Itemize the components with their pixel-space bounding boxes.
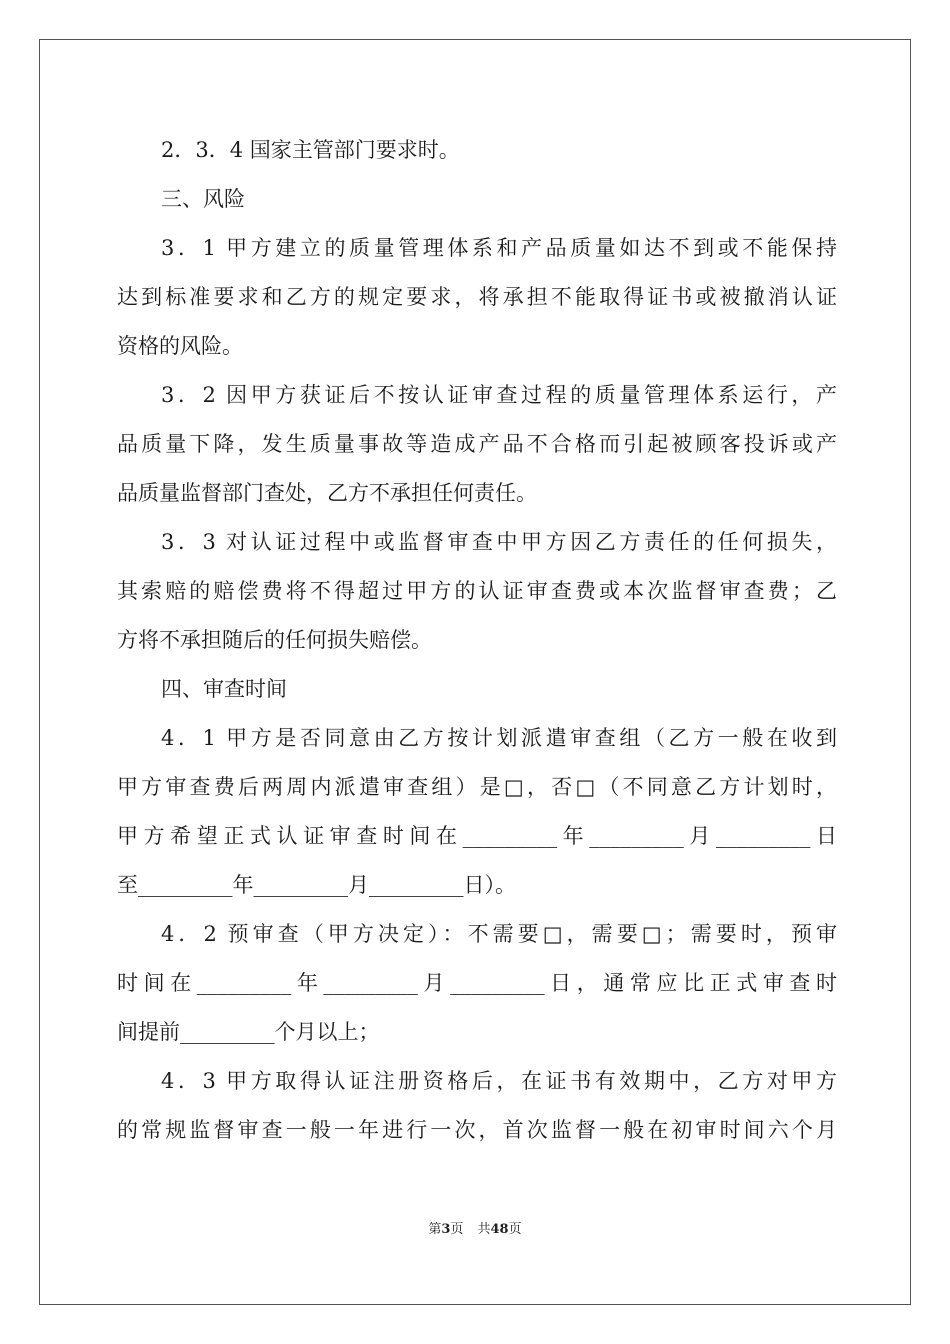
- text-line: 资格的风险。: [117, 334, 243, 358]
- text-line: 品质量下降，发生质量事故等造成产品不合格而引起被顾客投诉或产: [117, 432, 837, 456]
- text-line: 至_________年_________月_________日）。: [117, 873, 516, 897]
- text-line: 3．1 甲方建立的质量管理体系和产品质量如达不到或不能保持: [161, 236, 837, 260]
- footer-total-number: 48: [490, 1222, 509, 1237]
- text-line: 达到标准要求和乙方的规定要求，将承担不能取得证书或被撤消认证: [117, 285, 837, 309]
- document-body: [117, 126, 837, 1155]
- page-footer: [0, 1218, 950, 1237]
- text-line: 甲方希望正式认证审查时间在_________年_________月_________日: [117, 824, 837, 848]
- text-line: 2．3．4 国家主管部门要求时。: [161, 138, 460, 162]
- footer-page-prefix: 第: [428, 1222, 442, 1237]
- text-line: 4．2 预审查（甲方决定）：不需要□，需要□；需要时，预审: [161, 922, 837, 946]
- text-line: 品质量监督部门查处，乙方不承担任何责任。: [117, 481, 537, 505]
- text-line: 3．2 因甲方获证后不按认证审查过程的质量管理体系运行，产: [161, 383, 837, 407]
- footer-page-suffix: 页: [450, 1222, 464, 1237]
- text-line: 三、风险: [161, 187, 245, 211]
- text-line: 四、审查时间: [161, 677, 287, 701]
- text-line: 4．3 甲方取得认证注册资格后，在证书有效期中，乙方对甲方: [161, 1069, 837, 1093]
- text-line: 方将不承担随后的任何损失赔偿。: [117, 628, 432, 652]
- footer-page-number: 3: [441, 1222, 451, 1237]
- footer-total-prefix: 共: [477, 1222, 491, 1237]
- text-line: 3．3 对认证过程中或监督审查中甲方因乙方责任的任何损失，: [161, 530, 837, 554]
- text-line: 4．1 甲方是否同意由乙方按计划派遣审查组（乙方一般在收到: [161, 726, 837, 750]
- text-line: 间提前_________个月以上；: [117, 1020, 380, 1044]
- text-line: 时间在_________年_________月_________日，通常应比正式审查时: [117, 971, 837, 995]
- text-line: 其索赔的赔偿费将不得超过甲方的认证审查费或本次监督审查费；乙: [117, 579, 837, 603]
- text-line: 甲方审查费后两周内派遣审查组）是□，否□（不同意乙方计划时，: [117, 775, 837, 799]
- footer-total-suffix: 页: [508, 1222, 522, 1237]
- text-line: 的常规监督审查一般一年进行一次，首次监督一般在初审时间六个月: [117, 1118, 837, 1142]
